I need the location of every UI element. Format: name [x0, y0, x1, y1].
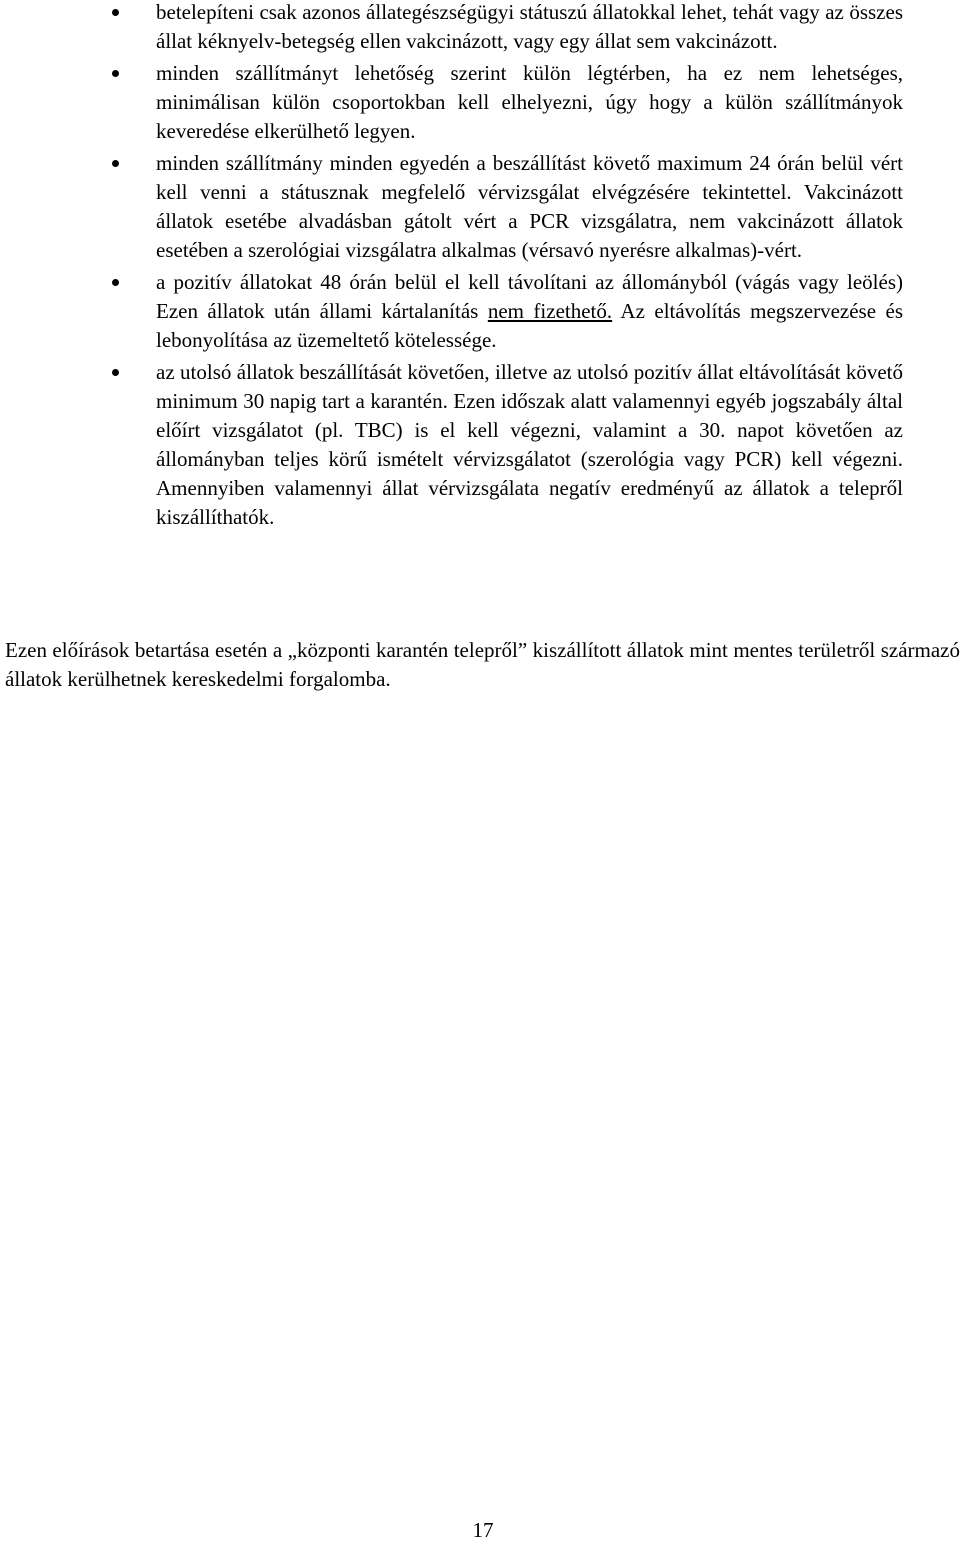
bullet-item-separate-housing — [0, 59, 960, 146]
bullet-dot-icon — [112, 70, 119, 77]
requirements-bullet-list — [0, 0, 960, 535]
page-number: 17 — [472, 1518, 494, 1542]
bullet-text: betelepíteni csak azonos állategészségügyi státuszú állatokkal lehet, tehát vagy az összes állat kéknyelv-betegség ellen vakcinázott, vagy egy állat sem vakcinázott. — [156, 0, 903, 53]
bullet-item-quarantine-duration — [0, 358, 960, 532]
bullet-item-restocking — [0, 0, 960, 56]
bullet-text: az utolsó állatok beszállítását követően, illetve az utolsó pozitív állat eltávolítását követő minimum 30 napig tart a karantén. Ezen időszak alatt valamennyi egyéb jogszabály által előírt vizsgálatot (pl. TBC) is el kell végezni, valamint a 30. napot követően az állományban teljes körű ismételt vérvizsgálatot (szerológia vagy PCR) kell végezni. Amennyiben valamennyi állat vérvizsgálata negatív eredményű az állatok a telepről kiszállíthatók. — [156, 360, 903, 529]
bullet-text-before: a pozitív állatokat 48 órán belül el kell távolítani az állományból (vágás vagy leölés) Ezen állatok után állami kártalanítás — [156, 270, 903, 323]
bullet-item-blood-sampling — [0, 149, 960, 265]
bullet-dot-icon — [112, 279, 119, 286]
bullet-text-underlined: nem fizethető. — [487, 299, 613, 323]
bullet-dot-icon — [112, 9, 119, 16]
bullet-dot-icon — [112, 160, 119, 167]
bullet-item-positive-removal — [0, 268, 960, 355]
closing-paragraph: Ezen előírások betartása esetén a „központi karantén telepről” kiszállított állatok mint mentes területről származó állatok kerülhetnek kereskedelmi forgalomba. — [5, 638, 960, 691]
bullet-dot-icon — [112, 369, 119, 376]
bullet-text: minden szállítmány minden egyedén a beszállítást követő maximum 24 órán belül vért kell venni a státusznak megfelelő vérvizsgálat elvégzésére tekintettel. Vakcinázott állatok esetébe alvadásban gátolt vért a PCR vizsgálatra, nem vakcinázott állatok esetében a szerológiai vizsgálatra alkalmas (vérsavó nyerésre alkalmas)-vért. — [156, 151, 903, 262]
bullet-text-after: Az eltávolítás megszervezése és lebonyolítása az üzemeltető kötelessége. — [156, 299, 903, 352]
bullet-text: minden szállítmányt lehetőség szerint külön légtérben, ha ez nem lehetséges, minimálisan külön csoportokban kell elhelyezni, úgy hogy a külön szállítmányok keveredése elkerülhető legyen. — [156, 61, 903, 143]
